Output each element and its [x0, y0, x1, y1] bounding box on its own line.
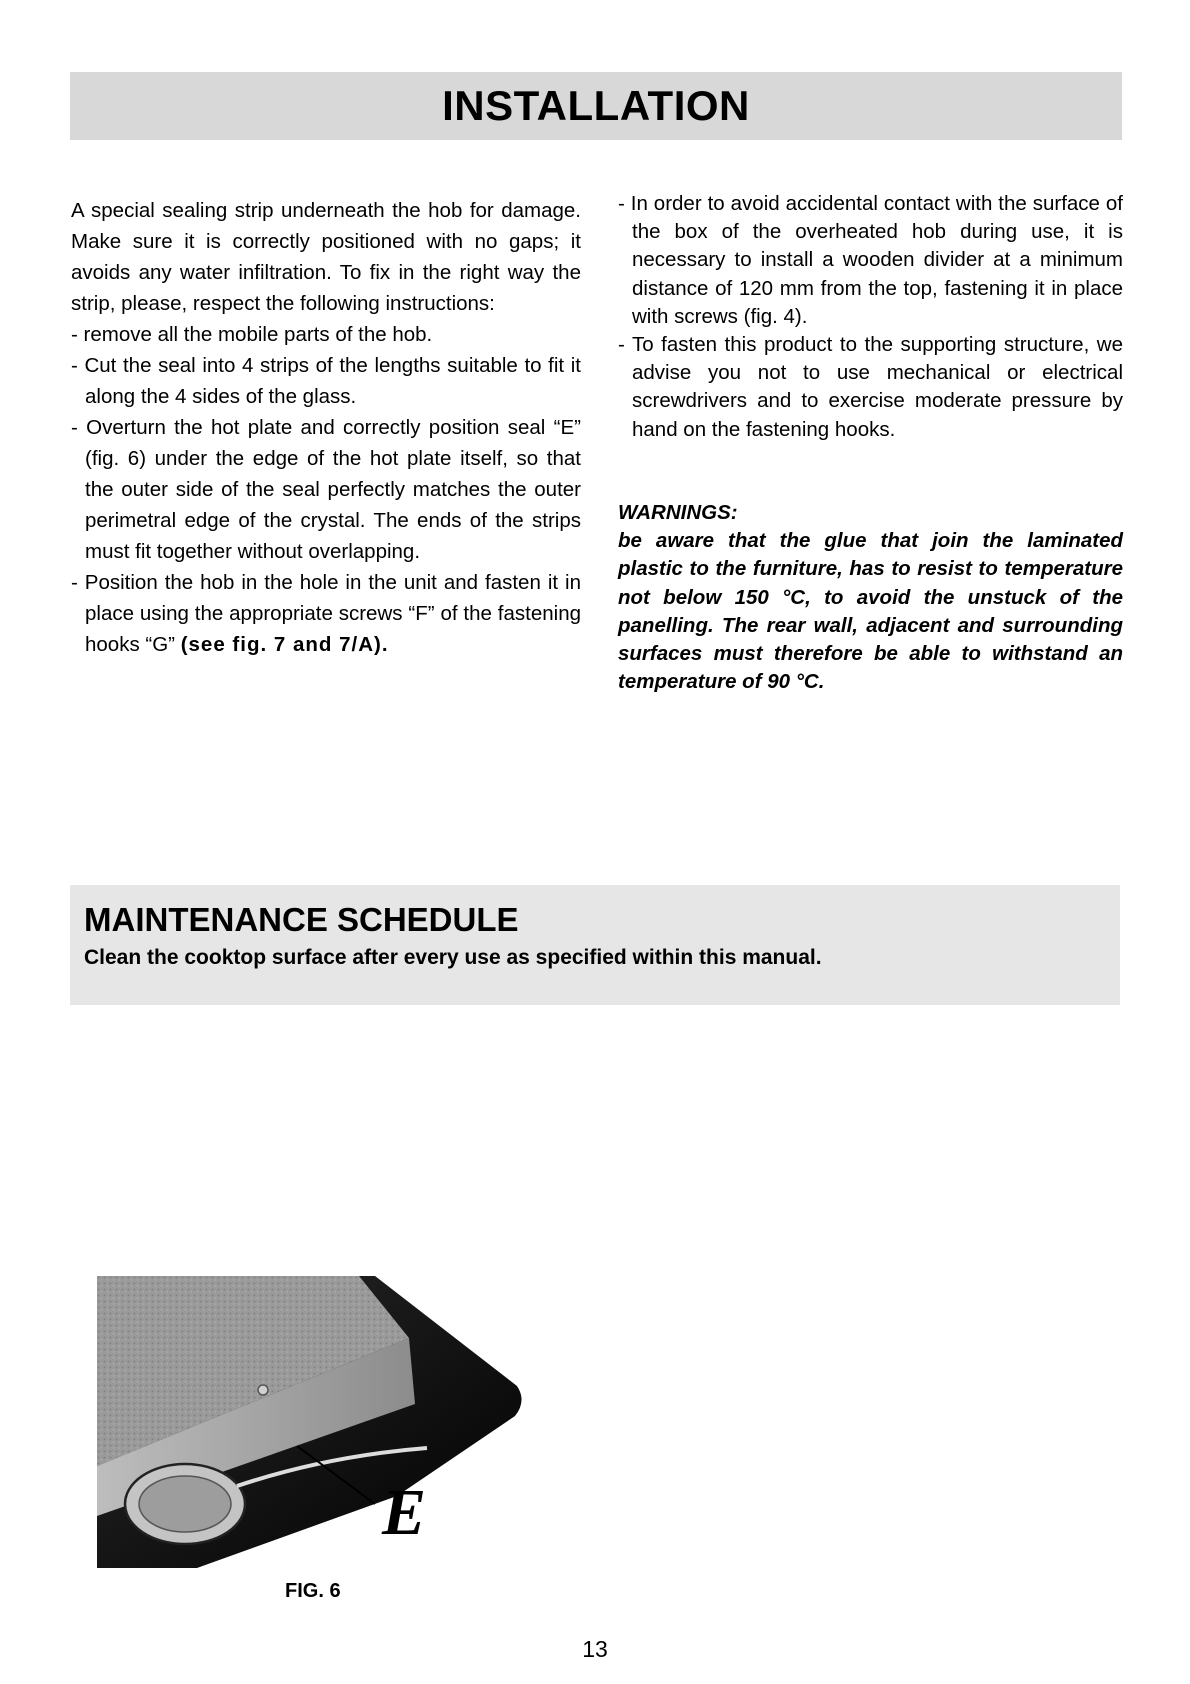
instruction-item: - To fasten this product to the supporting structure, we advise you not to use mechanical or electrical screwdrivers and to exercise moderate pressure by hand on the fastening hooks.	[618, 333, 1123, 441]
warnings-title: WARNINGS:	[618, 501, 738, 524]
page-number: 13	[582, 1636, 608, 1662]
warnings-text: be aware that the glue that join the laminated plastic to the furniture, has to resist to temperature not below 150 °C, to avoid the unstuck of the panelling.	[618, 529, 1123, 637]
installation-left-column	[71, 195, 581, 660]
instruction-item: - Cut the seal into 4 strips of the lengths suitable to fit it along the 4 sides of the glass.	[71, 354, 581, 408]
installation-right-column	[618, 190, 1123, 444]
instruction-list	[618, 190, 1123, 444]
seal-label-e: E	[382, 1476, 427, 1549]
hob-seal-illustration	[97, 1276, 527, 1568]
maintenance-title: MAINTENANCE SCHEDULE	[84, 901, 519, 938]
page-title: INSTALLATION	[442, 82, 750, 129]
instruction-item: - In order to avoid accidental contact with the surface of the box of the overheated hob during use, it is necessary to install a wooden divider at a minimum distance of 120 mm from the top, fastening it in place with screws (fig. 4).	[618, 192, 1123, 328]
warnings-block	[618, 499, 1123, 696]
instruction-item	[71, 567, 581, 660]
figure-reference: (see fig. 7 and 7/A).	[180, 633, 389, 656]
screw-icon	[258, 1385, 268, 1395]
figure-caption: FIG. 6	[285, 1580, 341, 1602]
figure-hob-seal-photo	[97, 1276, 527, 1568]
instruction-list	[71, 319, 581, 660]
warnings-text: The rear wall, adjacent and surrounding surfaces must therefore be able to withstand an temperature of 90 °C.	[618, 613, 1123, 694]
maintenance-instruction: Clean the cooktop surface after every use as specified within this manual.	[84, 946, 822, 969]
instruction-item: - Overturn the hot plate and correctly position seal “E” (fig. 6) under the edge of the hot plate itself, so that the outer side of the seal perfectly matches the outer perimetral edge of the crystal. The ends of the strips must fit together without overlapping.	[71, 416, 581, 563]
intro-paragraph: A special sealing strip underneath the hob for damage. Make sure it is correctly positioned with no gaps; it avoids any water infiltration. To fix in the right way the strip, please, respect the following instructions:	[71, 199, 581, 315]
section-header-installation	[70, 72, 1122, 140]
maintenance-panel	[70, 885, 1120, 1005]
instruction-item: - remove all the mobile parts of the hob.	[71, 323, 433, 346]
instruction-text: - Position the hob in the hole in the unit and fasten it in place using the appropriate screws “F” of the fastening hooks “G”	[71, 571, 581, 656]
